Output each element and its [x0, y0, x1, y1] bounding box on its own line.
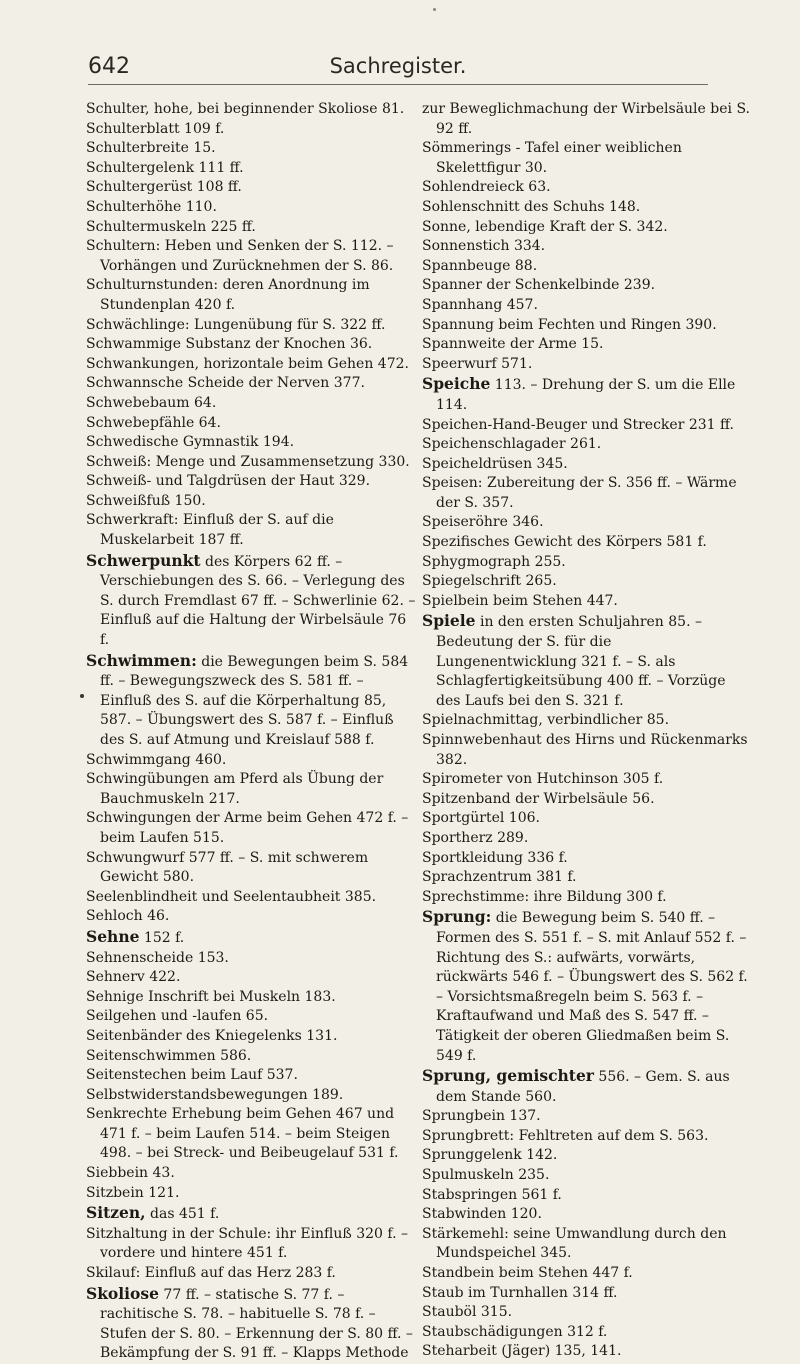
- index-entry: [422, 1186, 754, 1206]
- index-entry: [422, 809, 754, 829]
- margin-bullet: [80, 694, 84, 698]
- index-entry: [86, 1264, 418, 1284]
- index-entry: [86, 511, 418, 550]
- index-entry: [422, 533, 754, 553]
- index-entry: [422, 237, 754, 257]
- index-entry: [86, 550, 418, 651]
- index-entry: [86, 926, 418, 949]
- index-entry-text: Senkrechte Erhebung beim Gehen 467 und 471 f. – beim Laufen 514. – beim Steigen 498. – bei Streck- und Beibeugelauf 531 f.: [86, 1106, 399, 1162]
- index-entry-text: Schwingungen der Arme beim Gehen 472 f. – beim Laufen 515.: [86, 810, 409, 846]
- index-entry-text: Staub im Turnhallen 314 ff.: [422, 1284, 618, 1301]
- index-entry: [86, 159, 418, 179]
- index-entry: [422, 1205, 754, 1225]
- index-entry: [86, 316, 418, 336]
- index-entry: [422, 1107, 754, 1127]
- index-entry: [422, 218, 754, 238]
- index-entry-text: Schwungwurf 577 ff. – S. mit schwerem Gewicht 580.: [86, 849, 369, 886]
- index-entry-heading: Sitzen,: [86, 1203, 146, 1223]
- index-entry: [422, 1127, 754, 1147]
- index-entry: [86, 453, 418, 473]
- index-entry: [86, 1283, 418, 1364]
- index-entry-text: Speicheldrüsen 345.: [422, 455, 568, 472]
- index-entry: [422, 770, 754, 790]
- index-entry: [86, 988, 418, 1008]
- index-entry: [422, 1264, 754, 1284]
- index-entry: [86, 849, 418, 888]
- index-entry-text: Spanner der Schenkelbinde 239.: [422, 277, 656, 294]
- index-entry: [422, 296, 754, 316]
- index-entry-text: Spitzenband der Wirbelsäule 56.: [422, 790, 655, 807]
- index-entry: [86, 237, 418, 276]
- index-entry-text: Schwebepfähle 64.: [86, 414, 221, 431]
- index-entry: [86, 139, 418, 159]
- index-entry-text: Sitzbein 121.: [86, 1184, 180, 1201]
- index-entry: [422, 355, 754, 375]
- index-entry-text: Stabspringen 561 f.: [422, 1186, 562, 1203]
- index-entry-text: Schwerkraft: Einfluß der S. auf die Muskelarbeit 187 ff.: [86, 512, 334, 549]
- index-entry: [422, 711, 754, 731]
- index-entry: [86, 198, 418, 218]
- index-entry-text: Sprechstimme: ihre Bildung 300 f.: [422, 888, 667, 905]
- index-entry-heading: Sprung:: [422, 907, 492, 927]
- index-entry-text: des Körpers 62 ff. – Verschiebungen des S. 66. – Verlegung des S. durch Fremdlast 67 ff. – Schwerlinie 62. – Einfluß auf die Haltung der Wirbelsäule 76 f.: [100, 553, 416, 649]
- index-entry-text: die Bewegungen beim S. 584 ff. – Bewegungszweck des S. 581 ff. – Einfluß des S. auf die Körperhaltung 85, 587. – Übungswert des S. 587 f. – Einfluß des S. auf Atmung und Kreislauf 588 f.: [100, 653, 409, 748]
- index-entry-text: Sprunggelenk 142.: [422, 1147, 558, 1164]
- index-entry-text: Speichen-Hand-Beuger und Strecker 231 ff.: [422, 416, 734, 433]
- index-entry: [86, 650, 418, 751]
- index-entry-text: Spiegelschrift 265.: [422, 573, 557, 590]
- index-entry-text: Speichenschlagader 261.: [422, 436, 602, 453]
- index-entry-text: Sehnenscheide 153.: [86, 949, 229, 966]
- index-entry-text: Siebbein 43.: [86, 1165, 175, 1182]
- index-entry-text: Spulmuskeln 235.: [422, 1167, 550, 1184]
- index-entry-text: Spielbein beim Stehen 447.: [422, 592, 618, 609]
- index-entry: [422, 1323, 754, 1343]
- index-entry-text: Sehloch 46.: [86, 908, 170, 925]
- index-entry: [422, 611, 754, 711]
- index-entry: [86, 907, 418, 927]
- index-entry-text: Steharbeit (Jäger) 135, 141.: [422, 1343, 622, 1360]
- index-entry-text: 556. – Gem. S. aus dem Stande 560.: [436, 1069, 730, 1105]
- index-entry-text: Staubschädigungen 312 f.: [422, 1323, 608, 1340]
- index-entry-text: Sehnige Inschrift bei Muskeln 183.: [86, 988, 336, 1005]
- index-entry: [422, 553, 754, 573]
- index-entry-text: Spezifisches Gewicht des Körpers 581 f.: [422, 534, 707, 551]
- index-entry-text: das 451 f.: [145, 1206, 220, 1223]
- index-entry-text: Schultergelenk 111 ff.: [86, 159, 244, 176]
- index-entry: [86, 492, 418, 512]
- page-header: [88, 48, 708, 85]
- index-entry: [422, 572, 754, 592]
- index-entry-heading: Sprung, gemischter: [422, 1066, 594, 1086]
- index-entry-text: Seilgehen und -laufen 65.: [86, 1008, 269, 1025]
- index-entry-text: Seitenbänder des Kniegelenks 131.: [86, 1027, 338, 1044]
- index-entry: [422, 888, 754, 908]
- index-entry: [422, 1066, 754, 1107]
- index-column-right: [422, 100, 754, 1362]
- running-title: Sachregister.: [329, 54, 467, 78]
- index-entry-text: Schultergerüst 108 ff.: [86, 179, 242, 196]
- index-entry-text: Spannhang 457.: [422, 296, 538, 313]
- index-entry-heading: Sehne: [86, 926, 140, 946]
- index-entry-text: Schulter, hohe, bei beginnender Skoliose 81.: [86, 101, 405, 117]
- index-entry-text: Seelenblindheit und Seelentaubheit 385.: [86, 888, 377, 905]
- index-entry-heading: Schwerpunkt: [86, 550, 201, 570]
- index-entry: [86, 414, 418, 434]
- index-entry: [86, 120, 418, 140]
- index-entry-heading: Skoliose: [86, 1283, 159, 1303]
- index-entry: [86, 178, 418, 198]
- index-entry: [422, 474, 754, 513]
- index-entry-text: Schwimmgang 460.: [86, 751, 227, 768]
- index-entry: [422, 276, 754, 296]
- index-entry-text: zur Beweglichmachung der Wirbelsäule bei S. 92 ff.: [422, 101, 750, 137]
- index-entry-text: Schulterhöhe 110.: [86, 198, 217, 215]
- index-entry-text: 152 f.: [139, 929, 185, 946]
- index-entry-text: Spannbeuge 88.: [422, 257, 538, 274]
- index-entry: [86, 335, 418, 355]
- index-entry: [422, 1146, 754, 1166]
- index-entry-heading: Schwimmen:: [86, 650, 197, 670]
- index-entry: [86, 394, 418, 414]
- index-entry-text: Sprungbrett: Fehltreten auf dem S. 563.: [422, 1127, 709, 1144]
- index-entry-text: Stabwinden 120.: [422, 1206, 542, 1223]
- index-entry-text: die Bewegung beim S. 540 ff. – Formen des S. 551 f. – S. mit Anlauf 552 f. – Richtung des S.: aufwärts, vorwärts, rückwärts 546 f. – Übungswert des S. 562 f. – Vorsichtsmaßregeln beim S. 563 f. – Kraftaufwand und Maß des S. 547 ff. – Tätigkeit der oberen Gliedmaßen beim S. 549 f.: [436, 910, 748, 1064]
- index-entry-text: Schultern: Heben und Senken der S. 112. – Vorhängen und Zurücknehmen der S. 86.: [86, 238, 394, 274]
- index-entry-text: Sportkleidung 336 f.: [422, 849, 568, 866]
- index-entry: [422, 592, 754, 612]
- index-entry-text: Spielnachmittag, verbindlicher 85.: [422, 712, 670, 729]
- index-entry-text: Sohlendreieck 63.: [422, 179, 551, 196]
- index-entry-text: Schwannsche Scheide der Nerven 377.: [86, 375, 365, 392]
- index-entry-text: Stauböl 315.: [422, 1304, 513, 1321]
- index-entry-text: Sportherz 289.: [422, 829, 529, 846]
- index-entry: [422, 416, 754, 436]
- index-entry-text: Selbstwiderstandsbewegungen 189.: [86, 1086, 344, 1103]
- index-entry: [86, 218, 418, 238]
- index-entry: [86, 770, 418, 809]
- index-entry: [86, 1105, 418, 1164]
- index-entry-text: Sportgürtel 106.: [422, 810, 540, 827]
- index-entry-text: Spannung beim Fechten und Ringen 390.: [422, 316, 717, 333]
- index-column-left: [86, 100, 418, 1364]
- index-entry-text: Schwedische Gymnastik 194.: [86, 434, 295, 451]
- index-entry: [86, 1086, 418, 1106]
- index-entry-text: Speisen: Zubereitung der S. 356 ff. – Wärme der S. 357.: [422, 475, 737, 511]
- index-entry: [86, 1203, 418, 1225]
- index-entry-text: Sonne, lebendige Kraft der S. 342.: [422, 218, 668, 235]
- index-entry-text: 77 ff. – statische S. 77 f. – rachitische S. 78. – habituelle S. 78 f. – Stufen der S. 80. – Erkennung der S. 80 ff. – Bekämpfung der S. 91 ff. – Klapps Methode: [100, 1286, 413, 1362]
- index-entry: [86, 355, 418, 375]
- index-entry: [422, 907, 754, 1066]
- index-entry: [422, 139, 754, 178]
- index-entry: [422, 257, 754, 277]
- index-entry-text: Sömmerings - Tafel einer weiblichen Skelettfigur 30.: [422, 140, 682, 176]
- index-entry: [86, 949, 418, 969]
- index-entry: [86, 968, 418, 988]
- index-entry: [86, 1027, 418, 1047]
- index-entry: [422, 335, 754, 355]
- index-entry: [422, 178, 754, 198]
- index-entry: [86, 751, 418, 771]
- index-entry-text: Schweiß- und Talgdrüsen der Haut 329.: [86, 473, 371, 490]
- index-entry-text: Sphygmograph 255.: [422, 553, 566, 570]
- index-entry-text: Schwammige Substanz der Knochen 36.: [86, 336, 373, 353]
- index-entry: [86, 1047, 418, 1067]
- index-entry: [422, 198, 754, 218]
- index-entry: [86, 1164, 418, 1184]
- index-entry-text: in den ersten Schuljahren 85. – Bedeutung der S. für die Lungenentwicklung 321 f. – S. als Schlagfertigkeitsübung 400 ff. – Vorzüge des Laufs bei den S. 321 f.: [436, 614, 726, 709]
- index-entry: [422, 374, 754, 415]
- index-entry-text: Standbein beim Stehen 447 f.: [422, 1265, 633, 1282]
- index-entry: [422, 100, 754, 139]
- index-entry-text: Stärkemehl: seine Umwandlung durch den Mundspeichel 345.: [422, 1225, 727, 1262]
- index-entry: [422, 1225, 754, 1264]
- index-entry: [86, 433, 418, 453]
- index-entry: [86, 1066, 418, 1086]
- index-entry-text: Spannweite der Arme 15.: [422, 336, 604, 353]
- index-entry: [422, 455, 754, 475]
- index-entry-text: Seitenstechen beim Lauf 537.: [86, 1067, 298, 1084]
- index-entry-text: Schultermuskeln 225 ff.: [86, 218, 256, 235]
- index-entry-text: Speerwurf 571.: [422, 355, 533, 372]
- index-entry-text: Schweißfuß 150.: [86, 492, 206, 509]
- index-entry: [86, 472, 418, 492]
- index-entry: [422, 1284, 754, 1304]
- index-entry: [422, 868, 754, 888]
- index-entry: [422, 1166, 754, 1186]
- index-entry-heading: Speiche: [422, 374, 491, 394]
- index-entry-text: Skilauf: Einfluß auf das Herz 283 f.: [86, 1265, 336, 1282]
- index-entry-text: Schwankungen, horizontale beim Gehen 472.: [86, 355, 409, 372]
- index-entry-text: Schwächlinge: Lungenübung für S. 322 ff.: [86, 316, 386, 333]
- index-entry-text: Schwingübungen am Pferd als Übung der Bauchmuskeln 217.: [86, 771, 384, 807]
- index-entry: [86, 1007, 418, 1027]
- index-entry: [422, 790, 754, 810]
- index-entry: [86, 888, 418, 908]
- index-entry: [422, 435, 754, 455]
- index-entry: [422, 513, 754, 533]
- index-entry-heading: Spiele: [422, 611, 476, 631]
- index-entry-text: 113. – Drehung der S. um die Elle 114.: [436, 377, 736, 413]
- index-entry-text: Sprungbein 137.: [422, 1108, 541, 1125]
- index-entry: [422, 316, 754, 336]
- index-entry-text: Schwebebaum 64.: [86, 394, 217, 411]
- index-entry-text: Sohlenschnitt des Schuhs 148.: [422, 198, 641, 215]
- index-entry: [86, 374, 418, 394]
- index-entry-text: Spinnwebenhaut des Hirns und Rückenmarks 382.: [422, 732, 748, 768]
- index-entry: [86, 1225, 418, 1264]
- index-entry: [86, 809, 418, 848]
- index-entry-text: Speiseröhre 346.: [422, 514, 544, 531]
- index-entry-text: Schweiß: Menge und Zusammensetzung 330.: [86, 453, 410, 470]
- index-entry-text: Spirometer von Hutchinson 305 f.: [422, 771, 664, 788]
- index-entry: [86, 276, 418, 315]
- index-entry-text: Seitenschwimmen 586.: [86, 1047, 252, 1064]
- ink-speck: [433, 8, 436, 11]
- index-entry: [86, 1184, 418, 1204]
- index-entry-text: Schulterbreite 15.: [86, 140, 216, 157]
- index-entry: [422, 849, 754, 869]
- index-entry-text: Schulturnstunden: deren Anordnung im Stundenplan 420 f.: [86, 277, 370, 313]
- index-entry-text: Sprachzentrum 381 f.: [422, 869, 577, 886]
- index-entry: [422, 1342, 754, 1362]
- index-entry-text: Sitzhaltung in der Schule: ihr Einfluß 320 f. – vordere und hintere 451 f.: [86, 1225, 408, 1262]
- index-entry-text: Schulterblatt 109 f.: [86, 120, 225, 137]
- index-entry: [422, 731, 754, 770]
- index-entry: [422, 1303, 754, 1323]
- index-entry: [422, 829, 754, 849]
- page-number: 642: [88, 54, 130, 79]
- index-entry: [86, 100, 418, 120]
- index-entry-text: Sonnenstich 334.: [422, 238, 546, 255]
- index-entry-text: Sehnerv 422.: [86, 969, 181, 986]
